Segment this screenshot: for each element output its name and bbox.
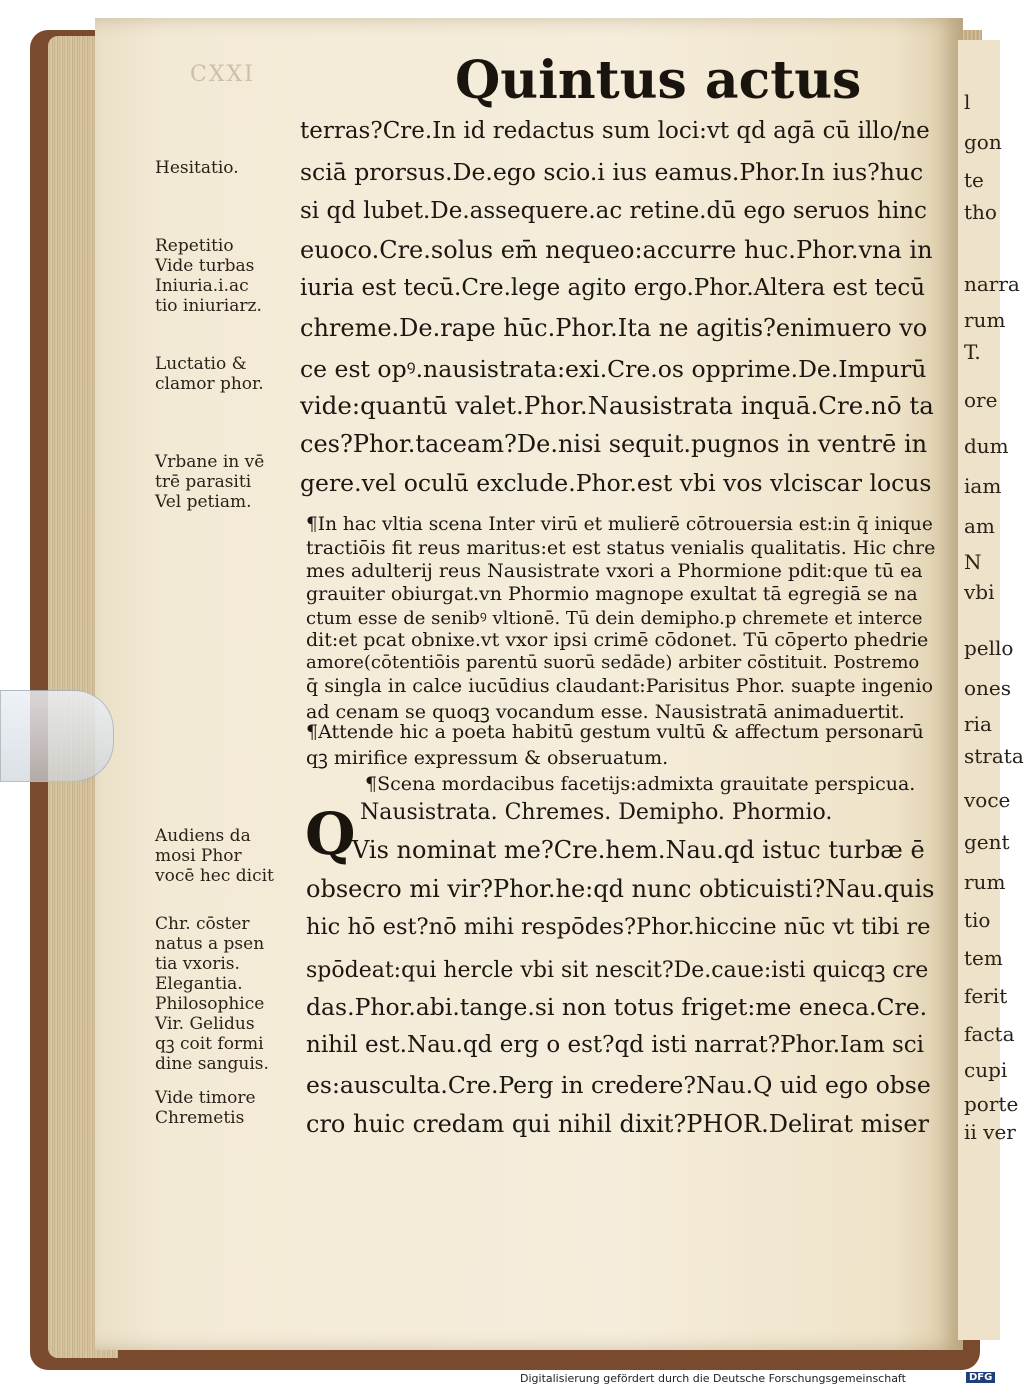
commentary-line: tractiōis fit reus maritus:et est status venialis qualitatis. Hic chre — [306, 537, 936, 559]
text-line: vide:quantū valet.Phor.Nausistrata inquā.Cre.nō ta — [300, 391, 934, 420]
margin-note: Chr. cōster natus a psen tia vxoris. — [155, 914, 265, 974]
margin-note: Vide timore Chremetis — [155, 1088, 256, 1128]
commentary-line: q̄ singla in calce iucūdius claudant:Parisitus Phor. suapte ingenio — [306, 675, 934, 697]
commentary-line: qꝫ mirifice expressum & obseruatum. — [306, 747, 669, 769]
margin-note: Repetitio Vide turbas Iniuria.i.ac tio iniuriarz. — [155, 236, 262, 316]
character-list: Nausistrata. Chremes. Demipho. Phormio. — [360, 800, 833, 825]
commentary-line: dit:et pcat obnixe.vt vxor ipsi crimē cōdonet. Tū cōperto phedrie — [306, 629, 929, 651]
footer-credit: Digitalisierung gefördert durch die Deutsche Forschungsgemeinschaft — [520, 1372, 906, 1385]
text-line: ces?Phor.taceam?De.nisi sequit.pugnos in ventrē in — [300, 430, 928, 458]
commentary-line: amore(cōtentiōis parentū suorū sedāde) arbiter cōstituit. Postremo — [306, 652, 920, 673]
dfg-logo: DFG — [966, 1372, 995, 1383]
margin-note: Luctatio & clamor phor. — [155, 354, 264, 394]
text-line: terras?Cre.In id redactus sum loci:vt qd agā cū illo/ne — [300, 118, 930, 144]
text-line: obsecro mi vir?Phor.he:qd nunc obticuisti?Nau.quis — [306, 875, 935, 903]
text-line: Vis nominat me?Cre.hem.Nau.qd istuc turbæ ē — [352, 836, 925, 864]
text-line: gere.vel oculū exclude.Phor.est vbi vos vlciscar locus — [300, 469, 932, 497]
text-line: iuria est tecū.Cre.lege agito ergo.Phor.Altera est tecū — [300, 275, 926, 301]
text-line: ce est opꝰ.nausistrata:exi.Cre.os opprime.De.Impurū — [300, 355, 927, 383]
text-line: hic hō est?nō mihi respōdes?Phor.hiccine nūc vt tibi re — [306, 914, 931, 940]
commentary-line: ¶Attende hic a poeta habitū gestum vultū & affectum personarū — [306, 721, 924, 743]
text-line: si qd lubet.De.assequere.ac retine.dū ego seruos hinc — [300, 198, 927, 224]
act-heading: Quintus actus — [455, 50, 862, 111]
page-clip — [0, 690, 114, 782]
commentary-line: ¶In hac vltia scena Inter virū et mulierē cōtrouersia est:in q̄ inique — [306, 514, 933, 535]
text-line: spōdeat:qui hercle vbi sit nescit?De.caue:isti quicqꝫ cre — [306, 958, 929, 983]
text-line: chreme.De.rape hūc.Phor.Ita ne agitis?enimuero vo — [300, 314, 928, 342]
facing-page-edge: l gon te tho narra rum T. ore dum iam am N vbi pello ones ria strata voce gent rum tio tem ferit facta cupi porte ii ver — [958, 40, 1000, 1340]
text-line: es:ausculta.Cre.Perg in credere?Nau.Q uid ego obse — [306, 1071, 931, 1099]
commentary-line: ad cenam se quoqꝫ vocandum esse. Nausistratā animaduertit. — [306, 701, 905, 723]
margin-note: Elegantia. Philosophice Vir. Gelidus qꝫ coit formi dine sanguis. — [155, 974, 269, 1074]
text-line: sciā prorsus.De.ego scio.i ius eamus.Phor.In ius?huc — [300, 158, 924, 186]
commentary-line: mes adulterij reus Nausistrate vxori a Phormione pdit:que tū ea — [306, 560, 923, 582]
margin-note: Hesitatio. — [155, 158, 239, 178]
commentary-line: ctum esse de senibꝰ vltionē. Tū dein demipho.p chremete et interce — [306, 608, 923, 629]
drop-initial: Q — [305, 800, 356, 868]
bleed-through-folio: CXXI — [190, 62, 255, 87]
margin-note: Audiens da mosi Phor vocē hec dicit — [155, 826, 274, 886]
text-line: nihil est.Nau.qd erg o est?qd isti narrat?Phor.Iam sci — [306, 1032, 924, 1058]
margin-note: Vrbane in vē trē parasiti Vel petiam. — [155, 452, 265, 512]
text-line: cro huic credam qui nihil dixit?PHOR.Delirat miser — [306, 1110, 930, 1138]
text-line: euoco.Cre.solus em̄ nequeo:accurre huc.Phor.vna in — [300, 236, 933, 264]
commentary-line: grauiter obiurgat.vn Phormio magnope exultat tā egregiā se na — [306, 583, 918, 605]
scene-note: ¶Scena mordacibus facetijs:admixta grauitate perspicua. — [365, 773, 916, 795]
text-line: das.Phor.abi.tange.si non totus friget:me eneca.Cre. — [306, 993, 928, 1021]
